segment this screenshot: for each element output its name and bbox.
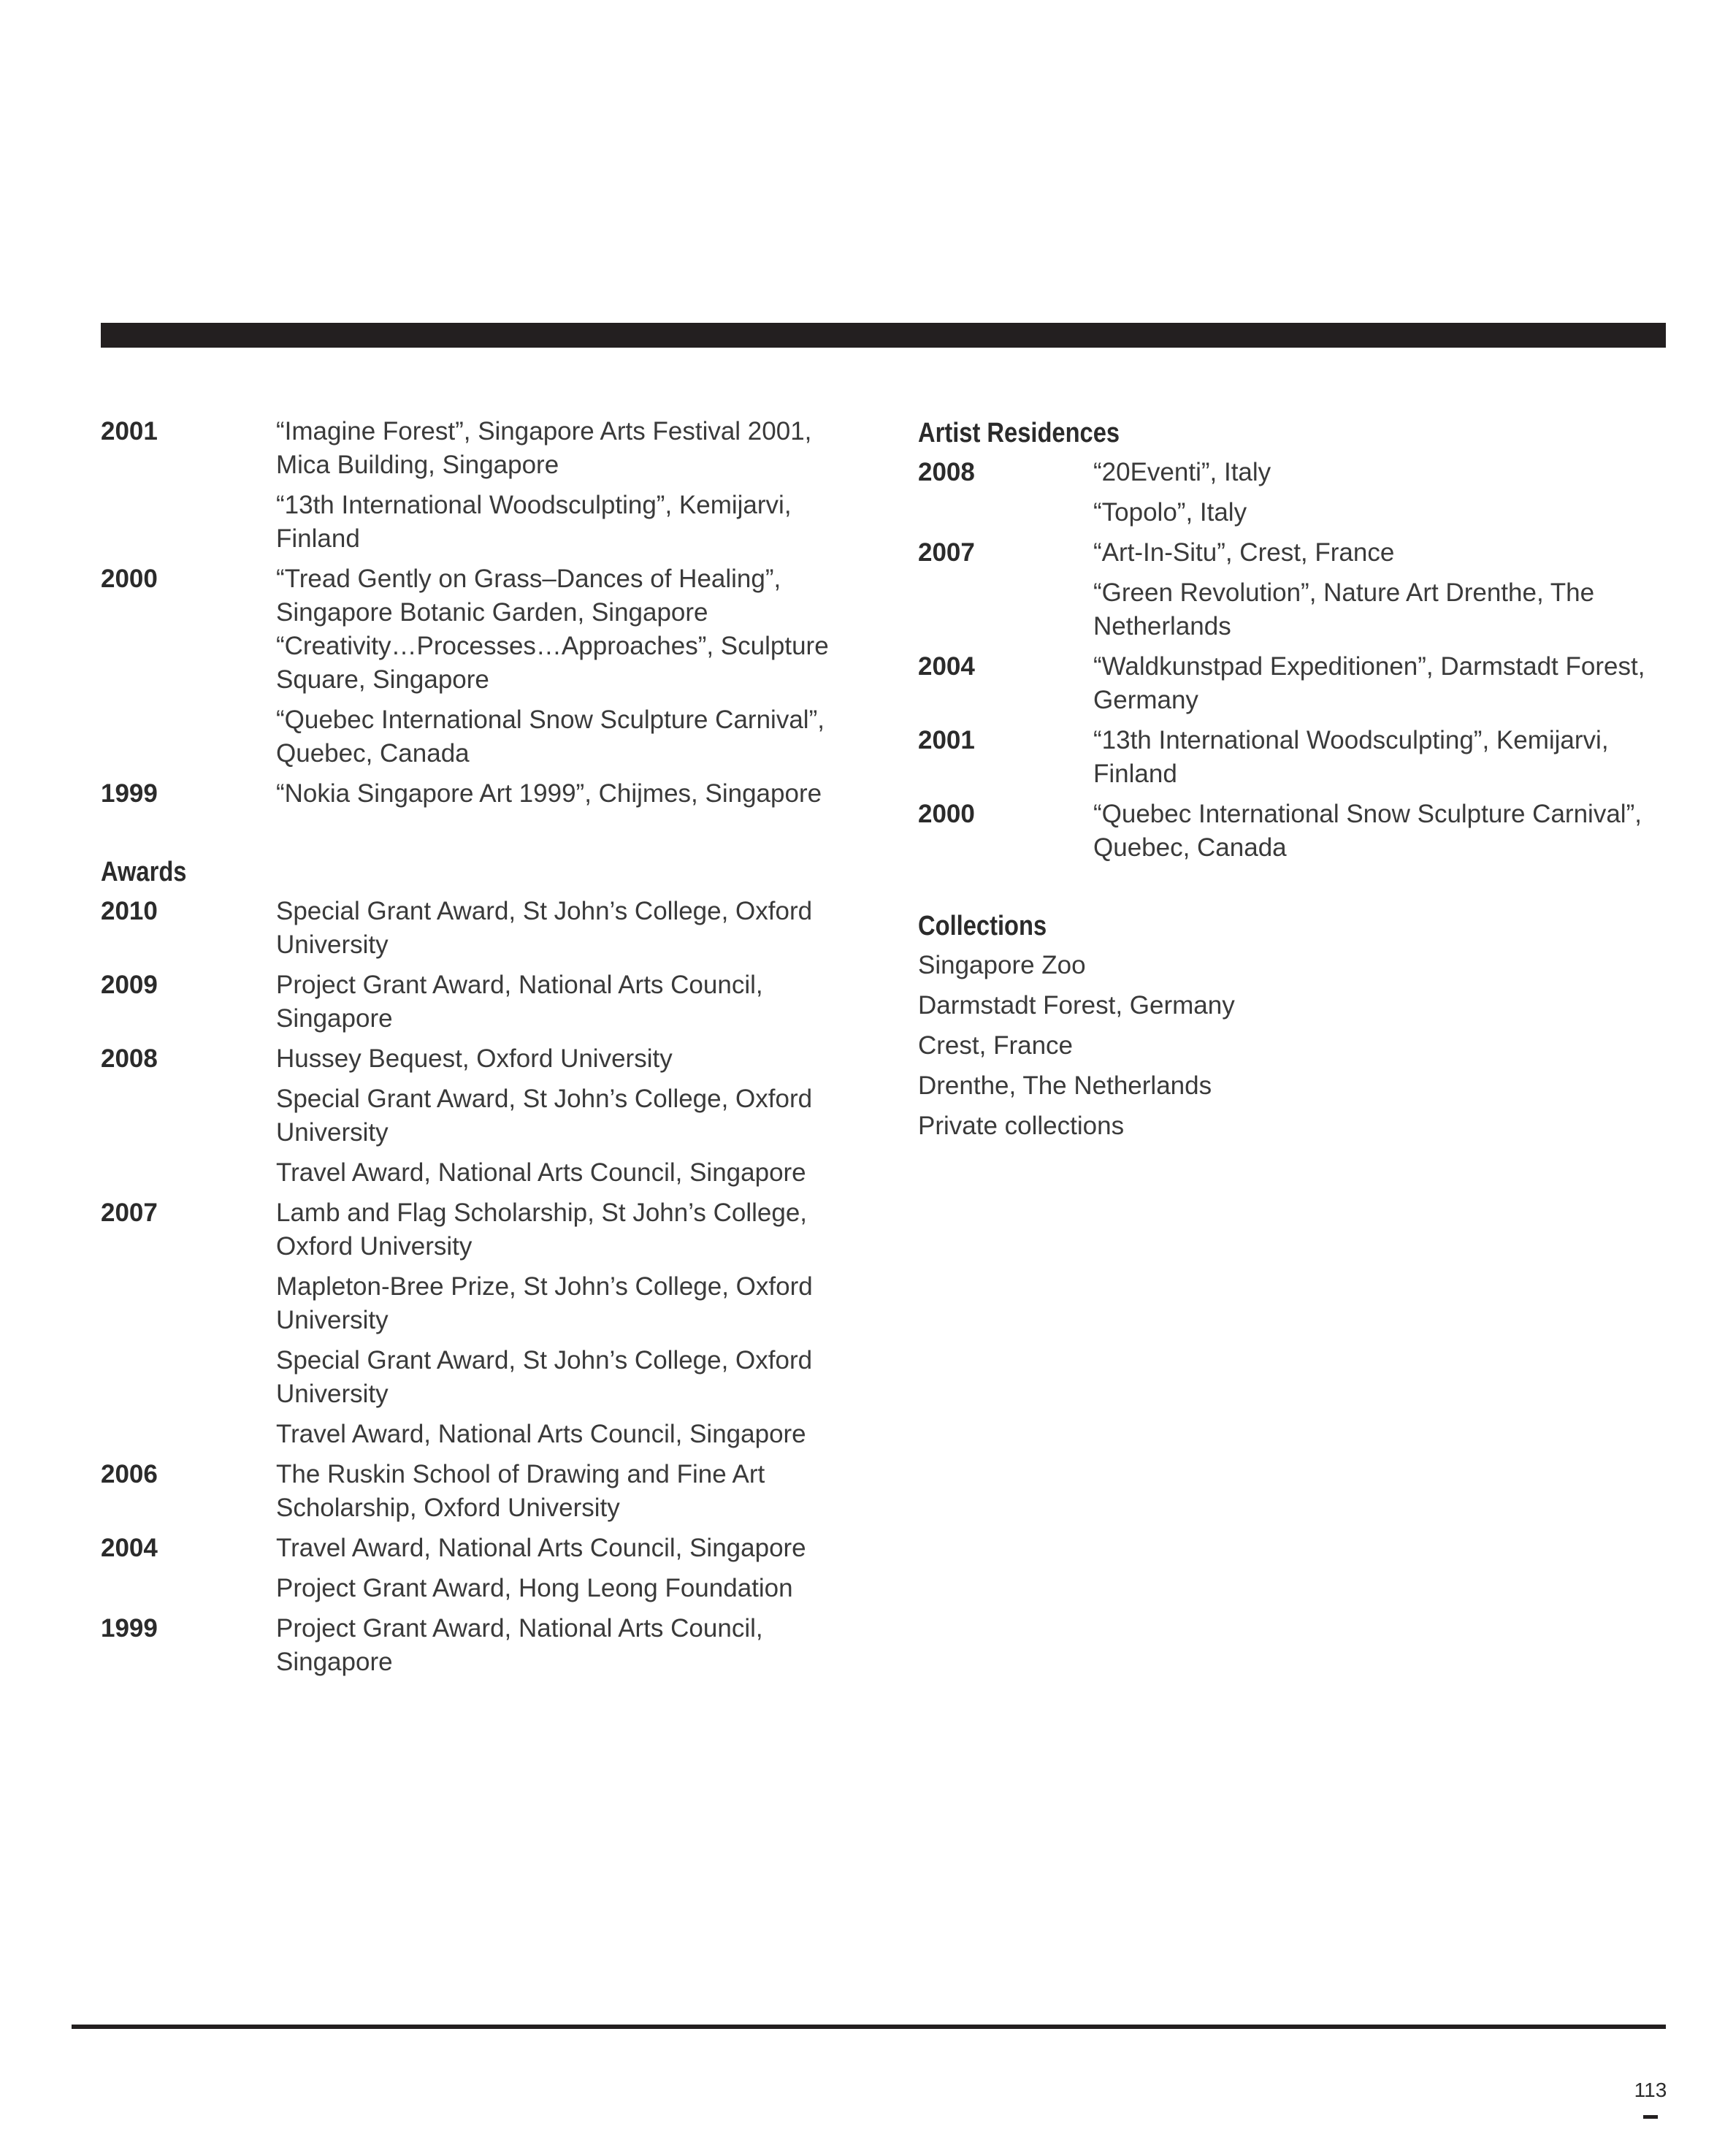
entry: Project Grant Award, National Arts Council, Singapore — [276, 1614, 763, 1676]
page-number: 113 — [1634, 2079, 1667, 2101]
year-label: 2004 — [918, 652, 975, 681]
year-label: 2004 — [101, 1534, 158, 1562]
entries — [276, 1532, 838, 1605]
award-row — [101, 968, 838, 1036]
entries — [276, 777, 838, 811]
entry: “Nokia Singapore Art 1999”, Chijmes, Singapore — [276, 779, 822, 808]
year-label: 2008 — [101, 1044, 158, 1073]
entry: Mapleton-Bree Prize, St John’s College, Oxford University — [276, 1272, 813, 1334]
collection-item: Crest, France — [918, 1031, 1073, 1060]
left-column — [101, 415, 838, 1686]
award-row — [101, 1196, 838, 1451]
collection-item: Singapore Zoo — [918, 951, 1086, 979]
spacer — [101, 817, 838, 854]
year-label: 1999 — [101, 779, 158, 808]
year-label: 2008 — [918, 458, 975, 486]
footer-rule — [72, 2025, 1666, 2029]
award-row — [101, 1532, 838, 1605]
entry: “Green Revolution”, Nature Art Drenthe, The Netherlands — [1093, 578, 1595, 641]
section-title-collections: Collections — [918, 911, 1047, 941]
year-label: 2000 — [101, 565, 158, 593]
header-bar — [101, 323, 1666, 348]
year-label: 2001 — [101, 417, 158, 446]
exhibition-row — [101, 777, 838, 811]
entry: “Imagine Forest”, Singapore Arts Festival 2001, Mica Building, Singapore — [276, 417, 812, 479]
entries — [276, 415, 838, 556]
entry: Project Grant Award, Hong Leong Foundation — [276, 1574, 793, 1602]
entry: Travel Award, National Arts Council, Singapore — [276, 1158, 806, 1187]
collection-item: Darmstadt Forest, Germany — [918, 991, 1235, 1020]
entry: “13th International Woodsculpting”, Kemijarvi, Finland — [1093, 726, 1609, 788]
entries — [1093, 536, 1670, 643]
year-label: 2009 — [101, 971, 158, 999]
entries — [1093, 456, 1670, 530]
residence-row — [918, 456, 1670, 530]
entry: Lamb and Flag Scholarship, St John’s College, Oxford University — [276, 1199, 808, 1261]
section-title-residences: Artist Residences — [918, 418, 1120, 448]
entry: “Art-In-Situ”, Crest, France — [1093, 538, 1395, 567]
collection-item: Drenthe, The Netherlands — [918, 1071, 1212, 1100]
entries — [1093, 798, 1670, 865]
entries — [276, 895, 838, 962]
entry: “Quebec International Snow Sculpture Carnival”, Quebec, Canada — [276, 706, 825, 768]
section-title-awards: Awards — [101, 857, 187, 887]
entry: Special Grant Award, St John’s College, Oxford University — [276, 1085, 813, 1147]
residence-row — [918, 724, 1670, 791]
award-row — [101, 1612, 838, 1679]
entry: “Topolo”, Italy — [1093, 498, 1247, 527]
year-label: 2007 — [101, 1199, 158, 1227]
year-label: 2001 — [918, 726, 975, 754]
entry: “Tread Gently on Grass–Dances of Healing”, Singapore Botanic Garden, Singapore — [276, 565, 781, 627]
right-column — [918, 415, 1670, 1150]
entries — [276, 1042, 838, 1190]
exhibition-row — [101, 415, 838, 556]
entries — [276, 1196, 838, 1451]
year-label: 2000 — [918, 800, 975, 828]
entries — [1093, 650, 1670, 717]
entries — [276, 968, 838, 1036]
entry: The Ruskin School of Drawing and Fine Art Scholarship, Oxford University — [276, 1460, 765, 1522]
entry: “Quebec International Snow Sculpture Carnival”, Quebec, Canada — [1093, 800, 1642, 862]
residence-row — [918, 650, 1670, 717]
entry: Hussey Bequest, Oxford University — [276, 1044, 673, 1073]
entries — [276, 562, 838, 771]
exhibition-row — [101, 562, 838, 771]
award-row — [101, 1042, 838, 1190]
entry: Travel Award, National Arts Council, Singapore — [276, 1420, 806, 1448]
entry: “20Eventi”, Italy — [1093, 458, 1271, 486]
entry: “Waldkunstpad Expeditionen”, Darmstadt Forest, Germany — [1093, 652, 1645, 714]
year-label: 1999 — [101, 1614, 158, 1643]
residence-row — [918, 798, 1670, 865]
entry: Travel Award, National Arts Council, Singapore — [276, 1534, 806, 1562]
page-number-dash — [1643, 2115, 1658, 2119]
residence-row — [918, 536, 1670, 643]
entry: Special Grant Award, St John’s College, Oxford University — [276, 1346, 813, 1408]
collection-item: Private collections — [918, 1112, 1125, 1140]
year-label: 2007 — [918, 538, 975, 567]
entries — [276, 1612, 838, 1679]
spacer — [918, 871, 1670, 908]
year-label: 2010 — [101, 897, 158, 925]
award-row — [101, 895, 838, 962]
year-label: 2006 — [101, 1460, 158, 1488]
award-row — [101, 1458, 838, 1525]
entry: “Creativity…Processes…Approaches”, Sculpture Square, Singapore — [276, 632, 829, 694]
entry: “13th International Woodsculpting”, Kemijarvi, Finland — [276, 491, 792, 553]
entries — [1093, 724, 1670, 791]
entries — [276, 1458, 838, 1525]
entry: Project Grant Award, National Arts Council, Singapore — [276, 971, 763, 1033]
entry: Special Grant Award, St John’s College, Oxford University — [276, 897, 813, 959]
